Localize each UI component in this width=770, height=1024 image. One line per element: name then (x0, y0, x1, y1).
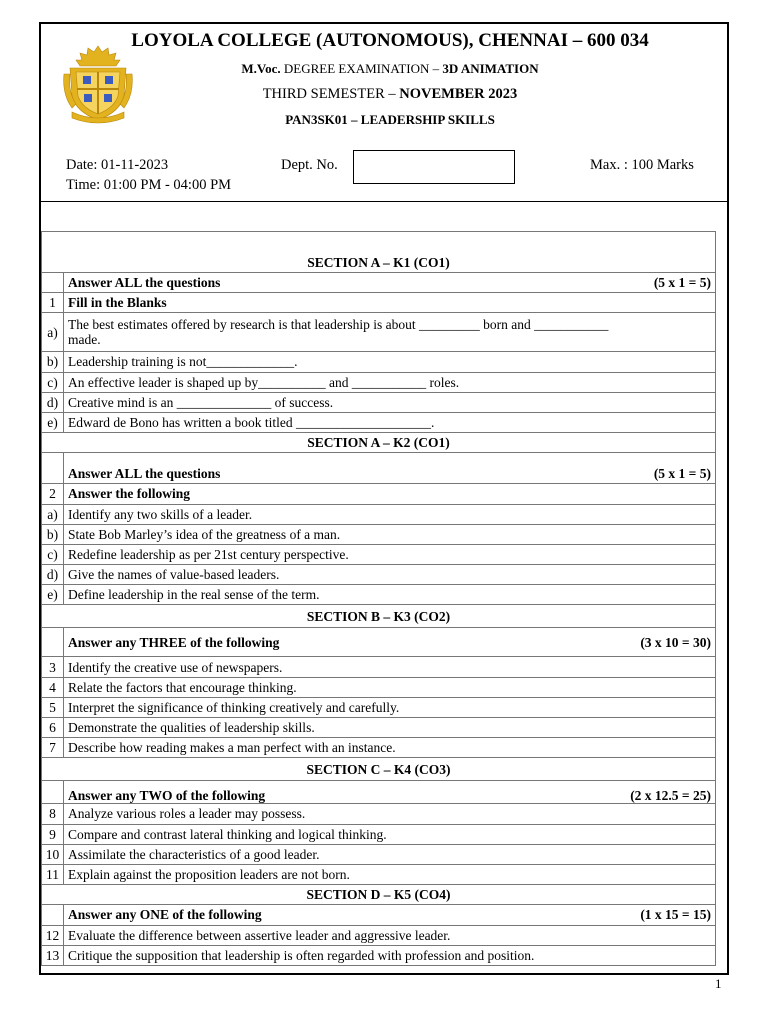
question-text: Define leadership in the real sense of the term. (64, 585, 716, 605)
dept-no-box[interactable] (353, 150, 515, 184)
paper-title: PAN3SK01 – LEADERSHIP SKILLS (285, 112, 495, 127)
question-row (42, 697, 716, 717)
section-b-title: SECTION B – K3 (CO2) (42, 605, 716, 628)
question-number: 12 (42, 925, 64, 945)
marks-scheme: (2 x 12.5 = 25) (630, 788, 711, 804)
question-text: Leadership training is not_____________. (64, 352, 716, 372)
question-text: Identify the creative use of newspapers. (64, 657, 716, 677)
question-number: 6 (42, 718, 64, 738)
question-row (42, 945, 716, 965)
section-header (42, 885, 716, 905)
question-text: Explain against the proposition leaders are not born. (64, 864, 716, 884)
question-row (42, 372, 716, 392)
section-header (42, 232, 716, 273)
question-number: 10 (42, 844, 64, 864)
college-title: LOYOLA COLLEGE (AUTONOMOUS), CHENNAI – 600 034 (131, 30, 649, 51)
instruction-label: Answer any TWO of the following (68, 788, 266, 804)
instruction-row (42, 781, 716, 804)
degree-line (140, 61, 640, 77)
question-number: 8 (42, 804, 64, 824)
question-number: e) (42, 585, 64, 605)
semester-line (140, 86, 640, 103)
instruction-text (64, 273, 716, 293)
question-row (42, 844, 716, 864)
question-number: b) (42, 524, 64, 544)
question-row (42, 392, 716, 412)
question-row (42, 313, 716, 352)
question-text: Analyze various roles a leader may possess. (64, 804, 716, 824)
question-text: Evaluate the difference between assertive leader and aggressive leader. (64, 925, 716, 945)
question-text: State Bob Marley’s idea of the greatness of a man. (64, 524, 716, 544)
question-number: 13 (42, 945, 64, 965)
question-text: The best estimates offered by research is that leadership is about _________ born and ___________ made. (64, 313, 716, 352)
question-text: Creative mind is an ______________ of success. (64, 392, 716, 412)
exam-date: Date: 01-11-2023 (66, 157, 169, 173)
section-c-title: SECTION C – K4 (CO3) (42, 758, 716, 781)
instruction-text (64, 905, 716, 925)
marks-scheme: (3 x 10 = 30) (640, 634, 711, 650)
question-text: Give the names of value-based leaders. (64, 565, 716, 585)
section-header (42, 605, 716, 628)
degree-text: DEGREE EXAMINATION – (280, 61, 443, 76)
question-number: a) (42, 504, 64, 524)
college-crest-logo (62, 44, 134, 124)
dept-no-label: Dept. No. (281, 157, 338, 173)
question-row (42, 718, 716, 738)
blank-cell (42, 628, 64, 657)
max-marks: Max. : 100 Marks (590, 157, 694, 173)
question-text: Edward de Bono has written a book titled ____________________. (64, 412, 716, 432)
section-a1-title: SECTION A – K1 (CO1) (42, 232, 716, 273)
question-row (42, 677, 716, 697)
question-number: d) (42, 392, 64, 412)
instruction-text (64, 628, 716, 657)
question-text: Redefine leadership as per 21st century perspective. (64, 544, 716, 564)
question-number: c) (42, 544, 64, 564)
question-paper-table (41, 231, 716, 966)
section-header (42, 433, 716, 453)
question-text: Assimilate the characteristics of a good leader. (64, 844, 716, 864)
question-row (42, 824, 716, 844)
marks-scheme: (1 x 15 = 15) (640, 907, 711, 923)
degree-subject: 3D ANIMATION (442, 61, 539, 76)
instruction-row (42, 273, 716, 293)
instruction-label: Answer ALL the questions (68, 275, 221, 291)
question-text: Identify any two skills of a leader. (64, 504, 716, 524)
blank-cell (42, 453, 64, 484)
blank-cell (42, 273, 64, 293)
question-row (42, 524, 716, 544)
question-number: 3 (42, 657, 64, 677)
question-row (42, 544, 716, 564)
marks-scheme: (5 x 1 = 5) (653, 275, 711, 291)
question-row (42, 864, 716, 884)
question-text: Interpret the significance of thinking creatively and carefully. (64, 697, 716, 717)
question-text: Demonstrate the qualities of leadership skills. (64, 718, 716, 738)
page-number: 1 (715, 976, 722, 991)
question-row (42, 484, 716, 504)
marks-scheme: (5 x 1 = 5) (653, 466, 711, 482)
question-row (42, 565, 716, 585)
question-number: 5 (42, 697, 64, 717)
instruction-label: Answer any ONE of the following (68, 907, 262, 923)
section-header (42, 758, 716, 781)
question-number: 4 (42, 677, 64, 697)
question-row (42, 504, 716, 524)
section-a2-title: SECTION A – K2 (CO1) (42, 433, 716, 453)
question-text: Describe how reading makes a man perfect with an instance. (64, 738, 716, 758)
question-number: 9 (42, 824, 64, 844)
question-text: Relate the factors that encourage thinking. (64, 677, 716, 697)
instruction-label: Answer any THREE of the following (68, 634, 280, 650)
blank-cell (42, 905, 64, 925)
instruction-text (64, 781, 716, 804)
question-row (42, 657, 716, 677)
question-number: 7 (42, 738, 64, 758)
question-number: 11 (42, 864, 64, 884)
section-d-title: SECTION D – K5 (CO4) (42, 885, 716, 905)
question-number: e) (42, 412, 64, 432)
instruction-row (42, 453, 716, 484)
question-number: d) (42, 565, 64, 585)
instruction-row (42, 628, 716, 657)
question-row (42, 585, 716, 605)
question-number: c) (42, 372, 64, 392)
question-text: An effective leader is shaped up by__________ and ___________ roles. (64, 372, 716, 392)
question-row (42, 738, 716, 758)
instruction-label: Answer ALL the questions (68, 466, 221, 482)
semester-text: THIRD SEMESTER – (262, 86, 400, 102)
instruction-row (42, 905, 716, 925)
question-heading: Fill in the Blanks (64, 293, 716, 313)
question-row (42, 804, 716, 824)
question-row (42, 412, 716, 432)
question-number: b) (42, 352, 64, 372)
question-number: 1 (42, 293, 64, 313)
degree-abbrev: M.Voc. (241, 61, 281, 76)
exam-time: Time: 01:00 PM - 04:00 PM (66, 177, 232, 193)
question-heading: Answer the following (64, 484, 716, 504)
question-number: 2 (42, 484, 64, 504)
question-number: a) (42, 313, 64, 352)
question-row (42, 925, 716, 945)
question-text: Compare and contrast lateral thinking and logical thinking. (64, 824, 716, 844)
blank-cell (42, 781, 64, 804)
header-divider (39, 201, 729, 202)
question-row (42, 352, 716, 372)
question-row (42, 293, 716, 313)
question-text: Critique the supposition that leadership is often regarded with profession and position. (64, 945, 716, 965)
exam-session: NOVEMBER 2023 (399, 86, 518, 102)
instruction-text (64, 453, 716, 484)
